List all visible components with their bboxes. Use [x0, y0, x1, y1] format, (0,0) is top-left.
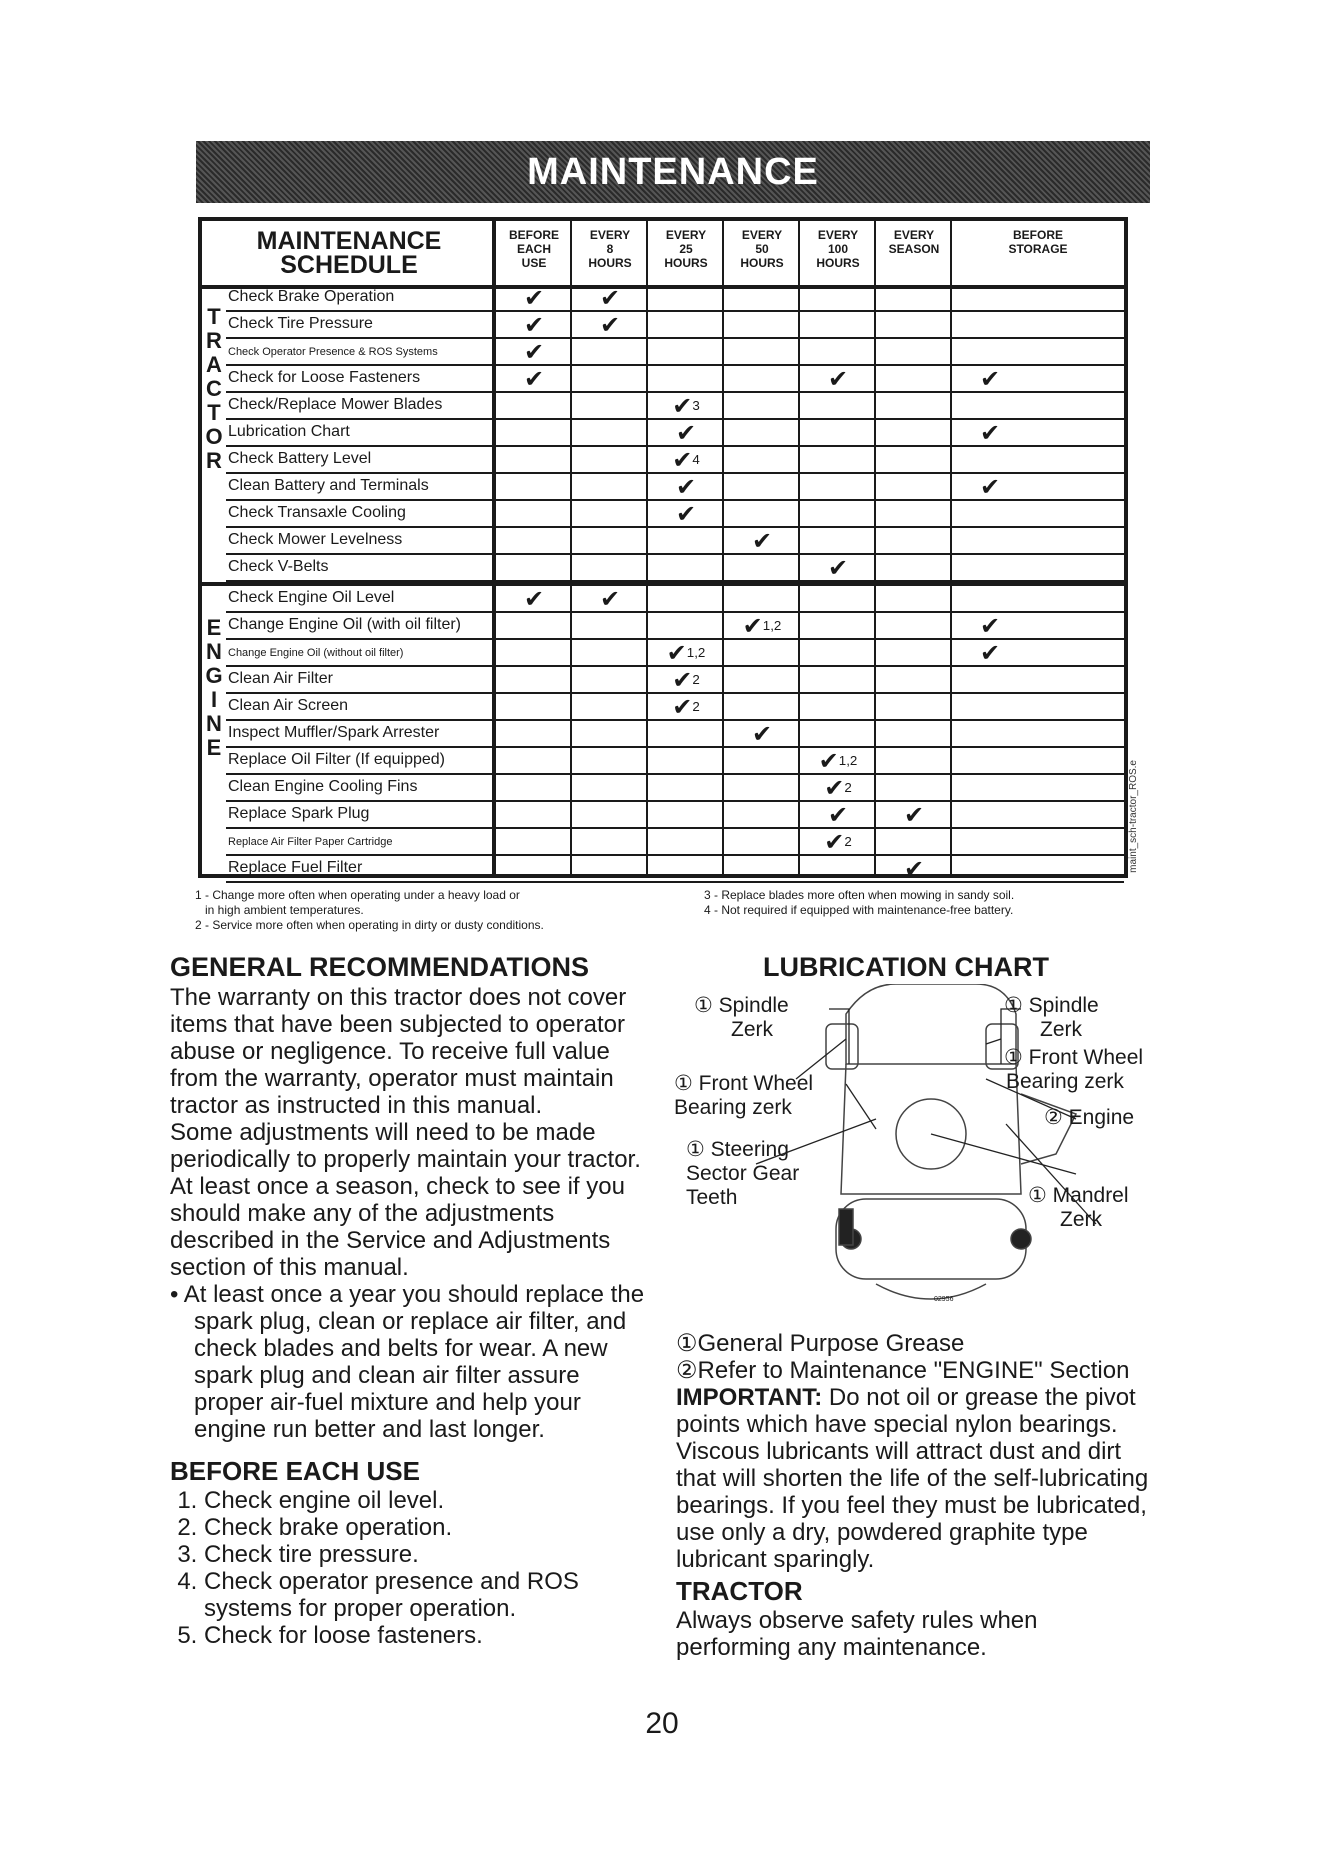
column-header-line: EVERY — [665, 228, 707, 242]
label-front-wheel-right: ① Front Wheel — [1004, 1046, 1144, 1069]
footnote-2: 2 - Service more often when operating in dirty or dusty conditions. — [195, 918, 544, 932]
check-mark — [572, 285, 648, 310]
column-header-line: HOURS — [588, 256, 632, 270]
table-row — [226, 555, 1124, 582]
check-mark — [496, 312, 572, 337]
column-header-line: 50 — [755, 242, 769, 256]
task-label: Check for Loose Fasteners — [228, 369, 421, 386]
check-mark — [496, 366, 572, 391]
checkmark-icon: ✔ — [523, 310, 545, 339]
check-mark — [800, 775, 876, 800]
checkmark-icon: ✔ — [675, 472, 697, 501]
task-label: Check Engine Oil Level — [228, 589, 395, 606]
checkmark-icon: ✔ — [523, 337, 545, 366]
important-label: IMPORTANT: — [676, 1384, 823, 1411]
check-mark — [572, 586, 648, 611]
task-label: Check Brake Operation — [228, 288, 395, 305]
checkmark-icon: ✔ — [599, 283, 621, 312]
column-header-line: HOURS — [664, 256, 708, 270]
general-bullet: • At least once a year you should replace the spark plug, clean or replace air filter, and check blades and belts for wear. A new spark plug and clean air filter assure proper air-fuel mixture and help your engine run better and last longer. — [170, 1281, 645, 1443]
table-row — [226, 829, 1124, 856]
checkmark-icon: ✔ — [672, 665, 693, 694]
checkmark-icon: ✔ — [903, 800, 925, 829]
column-header-line: BEFORE — [508, 228, 559, 242]
table-row — [226, 640, 1124, 667]
check-mark — [876, 856, 952, 881]
lubrication-diagram — [676, 984, 1156, 1369]
table-row — [226, 802, 1124, 829]
tractor-text: Always observe safety rules when performing any maintenance. — [676, 1607, 1038, 1661]
vertical-letter: E — [206, 735, 222, 760]
footnotes-right — [704, 888, 1144, 918]
check-mark — [724, 613, 800, 638]
checkmark-icon: ✔ — [742, 611, 763, 640]
table-row — [226, 748, 1124, 775]
banner-title: MAINTENANCE — [527, 150, 819, 193]
vertical-letter: E — [206, 615, 222, 640]
table-row — [226, 420, 1124, 447]
label-front-wheel-left2: Bearing zerk — [674, 1096, 792, 1119]
checkmark-icon: ✔ — [599, 584, 621, 613]
column-header — [572, 221, 648, 285]
check-mark — [952, 640, 1028, 665]
check-footnote-ref: 2 — [844, 780, 852, 795]
table-row — [226, 393, 1124, 420]
vertical-letter: O — [205, 424, 223, 449]
check-footnote-ref: 2 — [692, 699, 700, 714]
check-mark — [648, 393, 724, 418]
check-mark — [800, 366, 876, 391]
check-mark — [800, 748, 876, 773]
checkmark-icon: ✔ — [599, 310, 621, 339]
column-header — [648, 221, 724, 285]
column-header-line: 25 — [679, 242, 693, 256]
tractor-heading: TRACTOR — [676, 1576, 803, 1606]
checkmark-icon: ✔ — [666, 638, 687, 667]
label-steering1: ① Steering — [686, 1138, 789, 1161]
general-p2: Some adjustments will need to be made periodically to properly maintain your tractor. — [170, 1119, 641, 1173]
label-spindle-right-zerk: Zerk — [1040, 1018, 1082, 1041]
before-each-use-list — [170, 1487, 650, 1649]
legend-grease: ①General Purpose Grease — [676, 1330, 965, 1357]
check-mark — [724, 721, 800, 746]
column-header-line: HOURS — [816, 256, 860, 270]
checkmark-icon: ✔ — [672, 445, 693, 474]
tractor-vertical-label — [202, 305, 226, 473]
task-label: Replace Air Filter Paper Cartridge — [228, 836, 393, 848]
checkmark-icon: ✔ — [979, 418, 1001, 447]
task-label: Replace Oil Filter (If equipped) — [228, 751, 445, 768]
check-mark — [952, 366, 1028, 391]
before-each-use-heading: BEFORE EACH USE — [170, 1456, 420, 1486]
checkmark-icon: ✔ — [818, 746, 839, 775]
list-item: 2. Check brake operation. — [204, 1514, 650, 1541]
task-label: Lubrication Chart — [228, 423, 350, 440]
vertical-letter: N — [206, 711, 222, 736]
check-footnote-ref: 1,2 — [686, 645, 706, 660]
checkmark-icon: ✔ — [903, 854, 925, 883]
general-p3: At least once a season, check to see if you should make any of the adjustments described in the Service and Adjustments section of this manual. — [170, 1173, 625, 1281]
footnote-4: 4 - Not required if equipped with maintenance-free battery. — [704, 903, 1014, 917]
vertical-letter: A — [206, 352, 222, 377]
check-mark — [876, 802, 952, 827]
table-row — [226, 285, 1124, 312]
checkmark-icon: ✔ — [827, 553, 849, 582]
task-label: Clean Engine Cooling Fins — [228, 778, 418, 795]
vertical-letter: G — [205, 663, 223, 688]
column-header — [876, 221, 952, 285]
label-spindle-left-zerk: Zerk — [731, 1018, 773, 1041]
table-row — [226, 775, 1124, 802]
check-footnote-ref: 2 — [692, 672, 700, 687]
checkmark-icon: ✔ — [979, 611, 1001, 640]
checkmark-icon: ✔ — [824, 827, 845, 856]
task-label: Check/Replace Mower Blades — [228, 396, 443, 413]
column-header — [496, 221, 572, 285]
legend-engine: ②Refer to Maintenance "ENGINE" Section — [676, 1357, 1130, 1384]
label-mandrel: ① Mandrel — [1028, 1184, 1129, 1207]
table-row — [226, 856, 1124, 883]
table-row — [226, 613, 1124, 640]
check-mark — [800, 555, 876, 580]
checkmark-icon: ✔ — [824, 773, 845, 802]
check-mark — [496, 285, 572, 310]
table-row — [226, 339, 1124, 366]
checkmark-icon: ✔ — [523, 283, 545, 312]
check-mark — [648, 501, 724, 526]
vertical-letter: R — [206, 328, 222, 353]
list-item: 4. Check operator presence and ROS systems for proper operation. — [204, 1568, 650, 1622]
checkmark-icon: ✔ — [672, 391, 693, 420]
maintenance-banner — [196, 141, 1150, 203]
column-header-line: STORAGE — [1008, 242, 1068, 256]
label-front-wheel-left: ① Front Wheel — [674, 1072, 814, 1095]
footnotes-left — [195, 888, 695, 933]
checkmark-icon: ✔ — [675, 499, 697, 528]
task-label: Inspect Muffler/Spark Arrester — [228, 724, 440, 741]
checkmark-icon: ✔ — [979, 638, 1001, 667]
vertical-letter: T — [207, 304, 221, 329]
checkmark-icon: ✔ — [672, 692, 693, 721]
table-row — [226, 474, 1124, 501]
table-row — [226, 586, 1124, 613]
label-steering3: Teeth — [686, 1186, 738, 1209]
check-mark — [952, 420, 1028, 445]
table-row — [226, 667, 1124, 694]
label-spindle-left: ① Spindle — [694, 994, 789, 1017]
table-row — [226, 721, 1124, 748]
engine-vertical-label — [202, 616, 226, 760]
check-mark — [648, 640, 724, 665]
schedule-title-line2: SCHEDULE — [280, 251, 418, 279]
important-paragraph — [676, 1384, 1156, 1573]
checkmark-icon: ✔ — [751, 719, 773, 748]
check-mark — [648, 474, 724, 499]
column-header-line: EACH — [516, 242, 551, 256]
check-mark — [496, 586, 572, 611]
task-label: Replace Spark Plug — [228, 805, 370, 822]
vertical-letter: N — [206, 639, 222, 664]
label-engine: ② Engine — [1044, 1106, 1135, 1129]
check-mark — [800, 829, 876, 854]
check-footnote-ref: 1,2 — [838, 753, 858, 768]
vertical-letter: C — [206, 376, 222, 401]
schedule-title-line1: MAINTENANCE — [256, 227, 442, 255]
table-row — [226, 366, 1124, 393]
maintenance-schedule-table — [198, 217, 1128, 883]
column-header — [800, 221, 876, 285]
check-mark — [724, 528, 800, 553]
column-header-line: BEFORE — [1012, 228, 1063, 242]
column-header — [724, 221, 800, 285]
task-label: Clean Air Screen — [228, 697, 349, 714]
task-label: Change Engine Oil (with oil filter) — [228, 616, 461, 633]
schedule-title — [202, 221, 496, 285]
checkmark-icon: ✔ — [675, 418, 697, 447]
check-footnote-ref: 3 — [692, 398, 700, 413]
check-mark — [648, 420, 724, 445]
lubrication-text — [676, 1330, 1156, 1661]
check-mark — [800, 802, 876, 827]
check-footnote-ref: 4 — [692, 452, 700, 467]
task-label: Change Engine Oil (without oil filter) — [228, 647, 404, 659]
footnote-3: 3 - Replace blades more often when mowing in sandy soil. — [704, 888, 1015, 902]
general-heading: GENERAL RECOMMENDATIONS — [170, 952, 590, 982]
task-label: Replace Fuel Filter — [228, 859, 363, 876]
table-row — [226, 312, 1124, 339]
table-row — [226, 528, 1124, 555]
label-mandrel-zerk: Zerk — [1060, 1208, 1102, 1231]
label-steering2: Sector Gear — [686, 1162, 800, 1185]
column-header-line: HOURS — [740, 256, 784, 270]
table-row — [226, 447, 1124, 474]
check-mark — [952, 474, 1028, 499]
column-header-line: EVERY — [893, 228, 935, 242]
left-column — [170, 950, 650, 1649]
side-code: maint_sch-tractor_ROS.e — [1128, 760, 1139, 873]
check-mark — [648, 694, 724, 719]
checkmark-icon: ✔ — [979, 364, 1001, 393]
general-p1: The warranty on this tractor does not cover items that have been subjected to operator abuse or negligence. To receive full value from the warranty, operator must maintain tractor as instructed in this manual. — [170, 984, 627, 1119]
column-header-line: USE — [521, 256, 547, 270]
footnote-1a: 1 - Change more often when operating under a heavy load or — [195, 888, 520, 902]
column-header-line: 100 — [827, 242, 849, 256]
check-mark — [496, 339, 572, 364]
diagram-code: 02956 — [934, 1296, 954, 1303]
task-label: Check Mower Levelness — [228, 531, 403, 548]
check-mark — [648, 447, 724, 472]
checkmark-icon: ✔ — [979, 472, 1001, 501]
checkmark-icon: ✔ — [523, 584, 545, 613]
list-item: 5. Check for loose fasteners. — [204, 1622, 650, 1649]
vertical-letter: I — [210, 687, 218, 712]
vertical-letter: R — [206, 448, 222, 473]
column-header-line: 8 — [606, 242, 614, 256]
label-front-wheel-right2: Bearing zerk — [1006, 1070, 1124, 1093]
table-row — [226, 694, 1124, 721]
checkmark-icon: ✔ — [523, 364, 545, 393]
task-label: Check Battery Level — [228, 450, 372, 467]
column-header — [952, 221, 1124, 285]
important-text: Do not oil or grease the pivot points which have special nylon bearings. Viscous lubricants will attract dust and dirt that will shorten the life of the self-lubricating bearings. If you feel they must be lubricated, use only a dry, powdered graphite type lubricant sparingly. — [676, 1384, 1149, 1573]
column-header-line: EVERY — [589, 228, 631, 242]
column-header-line: EVERY — [817, 228, 859, 242]
check-mark — [952, 613, 1028, 638]
checkmark-icon: ✔ — [751, 526, 773, 555]
check-footnote-ref: 2 — [844, 834, 852, 849]
lubrication-heading: LUBRICATION CHART — [763, 952, 1049, 982]
footnote-1b: in high ambient temperatures. — [205, 903, 364, 917]
list-item: 1. Check engine oil level. — [204, 1487, 650, 1514]
page-number: 20 — [645, 1707, 679, 1740]
checkmark-icon: ✔ — [827, 800, 849, 829]
task-label: Check Transaxle Cooling — [228, 504, 406, 521]
vertical-letter: T — [207, 400, 221, 425]
task-label: Check Tire Pressure — [228, 315, 373, 332]
list-item: 3. Check tire pressure. — [204, 1541, 650, 1568]
task-label: Clean Battery and Terminals — [228, 477, 429, 494]
checkmark-icon: ✔ — [827, 364, 849, 393]
check-mark — [648, 667, 724, 692]
task-label: Clean Air Filter — [228, 670, 333, 687]
check-footnote-ref: 1,2 — [762, 618, 782, 633]
check-mark — [572, 312, 648, 337]
column-header-line: SEASON — [888, 242, 940, 256]
column-header-line: EVERY — [741, 228, 783, 242]
label-spindle-right: ① Spindle — [1004, 994, 1099, 1017]
right-column — [676, 950, 1156, 1369]
table-row — [226, 501, 1124, 528]
task-label: Check V-Belts — [228, 558, 329, 575]
task-label: Check Operator Presence & ROS Systems — [228, 346, 438, 358]
